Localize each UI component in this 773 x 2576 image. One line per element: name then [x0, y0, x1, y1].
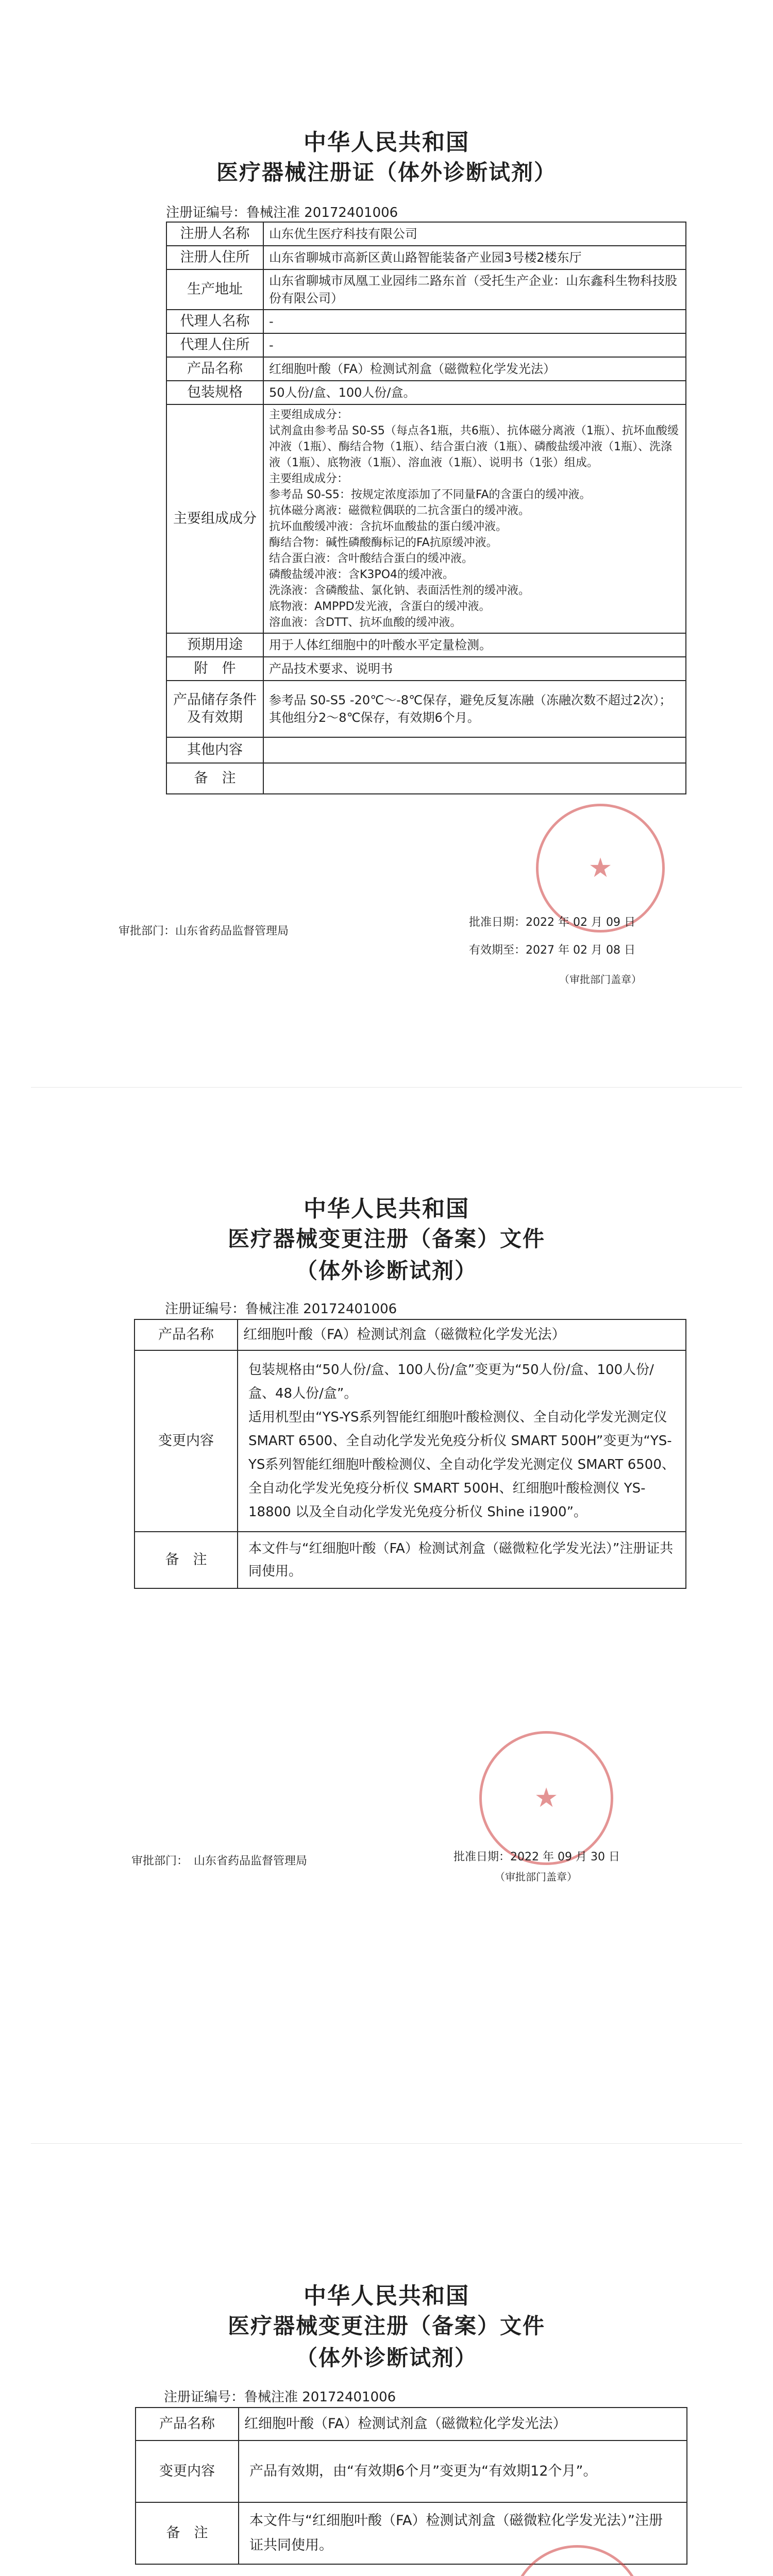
row-label: 产品储存条件及有效期 [166, 681, 263, 737]
table-row [166, 633, 686, 657]
row-label: 注册人住所 [166, 246, 263, 269]
change1-cert-number: 注册证编号：鲁械注准 20172401006 [165, 1301, 397, 1317]
certificate-number: 注册证编号：鲁械注准 20172401006 [166, 205, 398, 221]
change1-issuer: 审批部门： 山东省药品监督管理局 [131, 1855, 308, 1868]
table-row [166, 246, 686, 269]
row-label: 备 注 [166, 763, 263, 794]
row-value: 红细胞叶酸（FA）检测试剂盒（磁微粒化学发光法） [238, 1319, 686, 1350]
table-row [166, 333, 686, 357]
change2-cert-number: 注册证编号：鲁械注准 20172401006 [164, 2389, 396, 2405]
table-row [166, 310, 686, 333]
change1-subtitle: （体外诊断试剂） [295, 1258, 477, 1283]
valid-until: 有效期至：2027 年 02 月 08 日 [469, 944, 635, 957]
row-label: 备 注 [135, 1532, 238, 1588]
row-label: 备 注 [136, 2502, 239, 2564]
row-value: - [263, 333, 686, 357]
row-label: 代理人住所 [166, 333, 263, 357]
row-value: 红细胞叶酸（FA）检测试剂盒（磁微粒化学发光法） [263, 357, 686, 381]
table-row [166, 657, 686, 681]
row-label: 注册人名称 [166, 222, 263, 246]
row-label: 附 件 [166, 657, 263, 681]
table-row [136, 2408, 687, 2441]
table-row [135, 1350, 686, 1532]
table-row [135, 1319, 686, 1350]
table-row [166, 404, 686, 633]
change2-subtitle: （体外诊断试剂） [295, 2345, 477, 2370]
table-row [166, 269, 686, 310]
table-row [166, 737, 686, 763]
change1-seal-note: （审批部门盖章） [495, 1871, 577, 1883]
row-label: 主要组成成分 [166, 404, 263, 633]
row-label: 包装规格 [166, 381, 263, 404]
official-seal-icon: ★ [479, 1731, 613, 1865]
row-value: 产品有效期，由“有效期6个月”变更为“有效期12个月”。 [239, 2441, 687, 2502]
row-label: 产品名称 [166, 357, 263, 381]
row-label: 生产地址 [166, 269, 263, 310]
change1-table [134, 1319, 686, 1589]
page-divider [31, 2143, 742, 2144]
row-value: 50人份/盒、100人份/盒。 [263, 381, 686, 404]
row-label: 其他内容 [166, 737, 263, 763]
row-label: 变更内容 [136, 2441, 239, 2502]
approve-date: 批准日期：2022 年 02 月 09 日 [469, 916, 635, 929]
certificate-title: 医疗器械注册证（体外诊断试剂） [216, 160, 557, 185]
table-row [166, 357, 686, 381]
row-label: 代理人名称 [166, 310, 263, 333]
row-label: 产品名称 [136, 2408, 239, 2441]
row-value: 本文件与“红细胞叶酸（FA）检测试剂盒（磁微粒化学发光法）”注册证共同使用。 [239, 2502, 687, 2564]
row-value: 山东优生医疗科技有限公司 [263, 222, 686, 246]
row-value: 用于人体红细胞中的叶酸水平定量检测。 [263, 633, 686, 657]
seal-note: （审批部门盖章） [559, 973, 642, 986]
table-row [166, 222, 686, 246]
row-value: 本文件与“红细胞叶酸（FA）检测试剂盒（磁微粒化学发光法）”注册证共同使用。 [238, 1532, 686, 1588]
change1-title: 医疗器械变更注册（备案）文件 [227, 1226, 545, 1251]
row-value: - [263, 310, 686, 333]
row-value: 山东省聊城市凤凰工业园纬二路东首（受托生产企业：山东鑫科生物科技股份有限公司） [263, 269, 686, 310]
row-value [263, 763, 686, 794]
certificate-table [166, 222, 686, 794]
registration-certificate [0, 0, 773, 1072]
row-value: 红细胞叶酸（FA）检测试剂盒（磁微粒化学发光法） [239, 2408, 687, 2441]
row-label: 产品名称 [135, 1319, 238, 1350]
table-row [135, 1532, 686, 1588]
row-value [263, 737, 686, 763]
page-divider [31, 1087, 742, 1088]
change2-table [135, 2407, 687, 2565]
official-seal-icon: ★ [536, 804, 665, 933]
row-value: 包装规格由“50人份/盒、100人份/盒”变更为“50人份/盒、100人份/盒、48人份/盒”。 适用机型由“YS-YS系列智能红细胞叶酸检测仪、全自动化学发光测定仪 SMART 6500、全自动化学发光免疫分析仪 SMART 500H”变更为“YS-YS系列智能红细胞叶酸检测仪、全自动化学发光测定仪 SMART 6500、全自动化学发光免疫分析仪 SMART 500H、红细胞叶酸检测仪 YS-18800 以及全自动化学发光免疫分析仪 Shine i1900”。 [238, 1350, 686, 1532]
change1-title-country: 中华人民共和国 [304, 1196, 469, 1222]
change-document-1 [0, 1108, 773, 2138]
certificate-title-country: 中华人民共和国 [304, 129, 469, 156]
change2-title: 医疗器械变更注册（备案）文件 [227, 2313, 545, 2338]
change-document-2 [0, 2164, 773, 2576]
table-row [166, 381, 686, 404]
change2-title-country: 中华人民共和国 [304, 2283, 469, 2309]
table-row [166, 763, 686, 794]
row-value: 产品技术要求、说明书 [263, 657, 686, 681]
row-label: 预期用途 [166, 633, 263, 657]
row-value: 参考品 S0-S5 -20℃～-8℃保存，避免反复冻融（冻融次数不超过2次）；其他组分2～8℃保存，有效期6个月。 [263, 681, 686, 737]
change1-approve-date: 批准日期：2022 年 09 月 30 日 [453, 1851, 620, 1863]
row-value: 主要组成成分： 试剂盒由参考品 S0-S5（每点各1瓶，共6瓶）、抗体磁分离液（1瓶）、抗坏血酸缓冲液（1瓶）、酶结合物（1瓶）、结合蛋白液（1瓶）、磷酸盐缓冲液（1瓶）、洗涤液（1瓶）、底物液（1瓶）、溶血液（1瓶）、说明书（1张）组成。 主要组成成分： 参考品 S0-S5：按规定浓度添加了不同量FA的含蛋白的缓冲液。 抗体磁分离液：磁微粒偶联的二抗含蛋白的缓冲液。 抗坏血酸缓冲液：含抗坏血酸盐的蛋白缓冲液。 酶结合物：碱性磷酸酶标记的FA抗原缓冲液。 结合蛋白液：含叶酸结合蛋白的缓冲液。 磷酸盐缓冲液：含K3PO4的缓冲液。 洗涤液：含磷酸盐、氯化钠、表面活性剂的缓冲液。 底物液：AMPPD发光液，含蛋白的缓冲液。 溶血液：含DTT、抗坏血酸的缓冲液。 [263, 404, 686, 633]
table-row [136, 2441, 687, 2502]
row-value: 山东省聊城市高新区黄山路智能装备产业园3号楼2楼东厅 [263, 246, 686, 269]
table-row [166, 681, 686, 737]
row-label: 变更内容 [135, 1350, 238, 1532]
issuer: 审批部门：山东省药品监督管理局 [119, 925, 289, 938]
